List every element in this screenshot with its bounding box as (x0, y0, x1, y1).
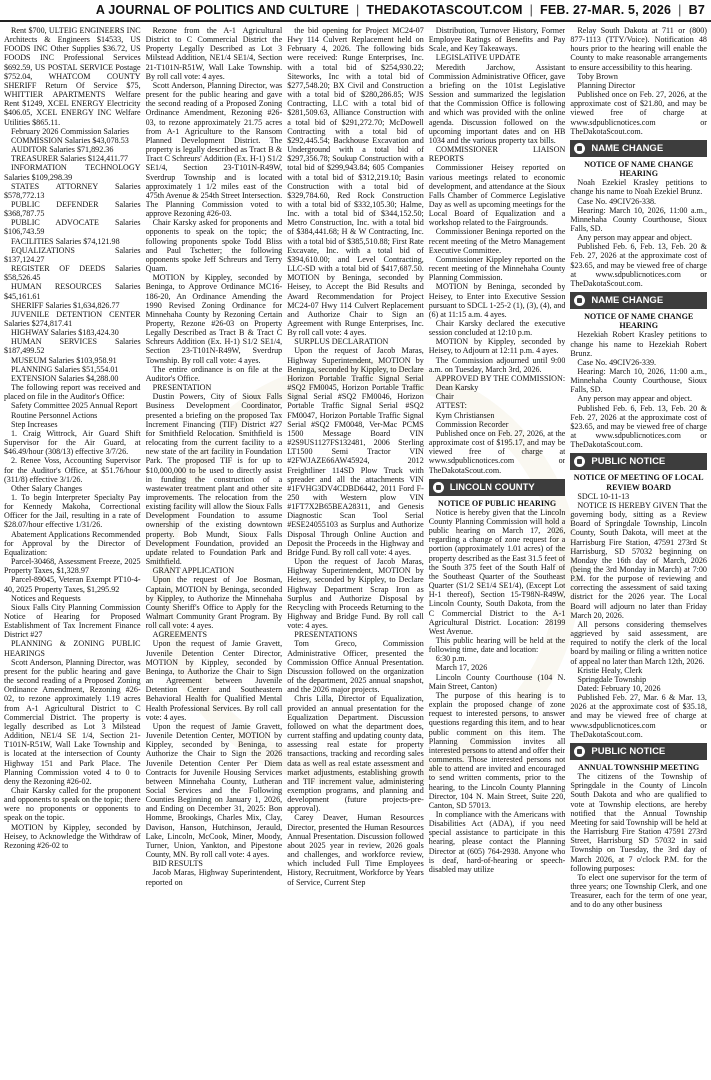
paragraph: COMMISSIONER LIAISON REPORTS (428, 145, 566, 164)
banner-public-notice-1: PUBLIC NOTICE (570, 453, 707, 470)
paragraph: Chair Karsky declared the executive session concluded at 12:10 p.m. (428, 319, 566, 338)
paragraph: Meredith Jarchow, Assistant Commission Administrative Officer, gave a briefing on the 101st Legislative Session and summarized the legislation that the Commission Office is following and which was provided with the online agenda. Discussion followed on the upcoming important dates and on HB 1034 and the various property tax bills. (428, 62, 566, 145)
paragraph: BID RESULTS (152, 859, 203, 869)
paragraph: 6:30 p.m. (435, 654, 467, 664)
paragraph: Notices and Requests (11, 593, 81, 603)
paragraph: The entire ordinance is on file at the Auditor's Office. (145, 364, 283, 383)
paragraph: ATTEST: (435, 401, 467, 411)
paragraph: Parcel-89045, Veteran Exempt PT10-4-40, 2025 Property Taxes, $1,295.92 (4, 575, 141, 594)
paragraph: Any person may appear and object. (577, 233, 692, 243)
paragraph: HUMAN RESOURCES Salaries $45,161.61 (4, 282, 141, 301)
columns (4, 26, 707, 1076)
paragraph: 1. Craig Wittrock, Air Guard Shift Supervisor for the Air Guard, at $46.49/hour (308/13) effective 3/7/26. (4, 428, 141, 457)
paragraph: Scott Anderson, Planning Director, was present for the public hearing and gave the second reading of a Proposed Zoning Ordinance Amendment, Rezoning #26-02, to rezone approximately 1.19 acres from A-1 Agricultural District to C Commercial District. The property is legally described as Lot 3 Milstead Addition, NE1/4 SE 1/4, Section 21-T101N-R51W, Wall Lake Township and is located at the intersection of County Highway 151 and Park Place. The Planning Commission voted 4 to 0 to deny the Rezoning #26-02. (4, 657, 141, 786)
name-change-notice-1 (570, 160, 707, 288)
banner-name-change-1: NAME CHANGE (570, 140, 707, 157)
issue-dates: FEB. 27-MAR. 5, 2026 (540, 3, 672, 17)
paragraph: 2. Renee Voss, Accounting Supervisor for the Auditor's Office, at $51.76/hour (311/8) effective 3/1/26. (4, 456, 141, 484)
journal-title: A JOURNAL OF POLITICS AND CULTURE (95, 3, 349, 17)
paragraph: NOTICE OF MEETING OF LOCAL REVIEW BOARD (573, 473, 704, 492)
paragraph: The Commission adjourned until 9:00 a.m. on Tuesday, March 3rd, 2026. (428, 355, 566, 374)
paragraph: The citizens of the Township of Springdale in the County of Lincoln South Dakota and who are qualified to vote at Township elections, are hereby notified that the Annual Township Meeting for said Township will be held at the Harrisburg Fire Station 47591 273rd Street, Harrisburg SD 57032 in said Township on Tuesday, the 3rd day of March 2026, at 7 o'clock P.M. for the following purposes: (570, 772, 707, 873)
paragraph: Safety Committee 2025 Annual Report (11, 401, 138, 411)
paragraph: HIGHWAY Salaries $183,424.30 (11, 328, 119, 338)
paragraph: PUBLIC DEFENDER Salaries $368,787.75 (4, 199, 141, 219)
paragraph: Upon the request of Joe Bosman, Captain, MOTION by Beninga, seconded by Kippley, to Authorize the Minnehaha County Sheriff's Office to Apply for the Walmart Community Grant Program. By roll call vote: 4 ayes. (145, 575, 283, 631)
paragraph: AUDITOR Salaries $71,892.36 (11, 145, 114, 155)
paragraph: Relay South Dakota at 711 or (800) 877-1113 (TTY/Voice). Notification 48 hours prior to the hearing will enable the County to make reasonable arrangements to ensure accessibility to this hearing. (570, 26, 707, 72)
paragraph: Commissioner Heisey reported on various meetings related to economic development, and attendance at the Sioux Falls Chamber of Commerce Legislative Day as well as upcoming meetings for the Local Board of Equalization and a workshop related to the Fairgrounds. (428, 163, 566, 228)
banner-lincoln-county: LINCOLN COUNTY (429, 479, 566, 496)
name-change-notice-2 (570, 312, 707, 449)
paragraph: COMMISSION Salaries $43,078.53 (11, 135, 129, 145)
public-notice-icon (574, 456, 585, 467)
paragraph: Chris Lilla, Director of Equalization, provided an annual presentation for the Equalization Department. Discussion followed on what the department does, current staffing and updating county data, assessing real estate for property transactions, tracking and recording sales data as well as real estate assessment and market adjustments, establishing growth and TIF increment value, administering exemption programs, and planning and development (future projects-pre-approval). (287, 694, 424, 814)
paragraph: EQUALIZATIONS Salaries $137,124.27 (4, 245, 141, 264)
banner-name-change-2: NAME CHANGE (570, 292, 707, 309)
paragraph: Jacob Maras, Highway Superintendent, reported on (145, 868, 283, 887)
paragraph: Kym Christiansen (435, 410, 495, 420)
paragraph: Sioux Falls City Planning Commission Notice of Hearing for Proposed Establishment of Tax Increment Finance District #27 (4, 602, 141, 640)
paragraph: Hearing: March 10, 2026, 11:00 a.m., Minnehaha County Courthouse, Sioux Falls, SD. (570, 205, 707, 233)
paragraph: Case No. 49CIV26-339. (577, 357, 657, 367)
paragraph: Lincoln County Courthouse (104 N. Main Street, Canton) (428, 672, 566, 691)
paragraph: Upon the request of Jamie Gravett, Juvenile Detention Center, MOTION by Kippley, seconded by Beninga, to Authorize the Chair to Sign the 2026 Juvenile Detention Center Per Diem Contracts for Juvenile Housing Services between Minnehaha County, Lutheran Social Services and the Following Counties Beginning on January 1, 2026, and Ending on December 31, 2025: Bon Homme, Brookings, Charles Mix, Clay, Davison, Hanson, Hutchinson, Jerauld, Lake, Lincoln, McCook, Miner, Moody, Turner, Union, Yankton, and Pipestone County, MN. By roll call vote: 4 ayes. (145, 721, 283, 860)
paragraph: Hearing: March 10, 2026, 11:00 a.m., Minnehaha County Courthouse, Sioux Falls, SD. (570, 367, 707, 395)
paragraph: This public hearing will be held at the following time, date and location: (428, 636, 566, 655)
paragraph: PUBLIC ADVOCATE Salaries $106,743.59 (4, 218, 141, 237)
paragraph: Tom Greco, Commission Administrative Officer, presented the Commission Office Annual Presentation. Discussion followed on the organization of the department, 2025 annual snapshot, and the 2026 major projects. (287, 639, 424, 695)
paragraph: Step Increases (11, 419, 58, 429)
paragraph: PLANNING & ZONING PUBLIC HEARINGS (4, 639, 141, 658)
paragraph: MUSEUM Salaries $103,958.91 (11, 355, 117, 365)
paragraph: Chair Karsky asked for proponents and opponents to speak on the topic; the following proponents spoke Todd Bliss and Paul Tschetter; the following opponents spoke Jeff Schreurs and Terry Quam. (145, 218, 283, 274)
paragraph: NOTICE OF NAME CHANGE HEARING (584, 159, 694, 179)
page-number: B7 (688, 3, 705, 17)
paragraph: MOTION by Kippley, seconded by Heisey, to Acknowledge the Withdraw of Rezoning #26-02 to (4, 822, 141, 850)
paragraph: Other Salary Changes (11, 483, 83, 493)
paragraph: Published Feb. 27, Mar. 6 & Mar. 13, 2026 at the approximate cost of $35.18, and may be viewed free of charge at www.sdpublicnotices.com or TheDakotaScout.com. (570, 693, 707, 739)
paragraph: PLANNING Salaries $51,554.01 (11, 364, 119, 374)
paragraph: GRANT APPLICATION (152, 566, 235, 576)
paragraph: Noah Ezekiel Krasley petitions to change his name to Noah Ezekiel Brunz. (570, 178, 707, 197)
paragraph: Kristie Healy, Clerk (577, 665, 643, 675)
paragraph: SDCL 10-11-13 (577, 491, 630, 501)
paragraph: Published Feb. 6, Feb. 13, Feb. 20 & Feb. 27, 2026 at the approximate cost of $23.65, and may be viewed free of charge at www.sdpublicnotices.com or TheDakotaScout.com. (570, 242, 707, 288)
public-hearing-notice (429, 499, 566, 874)
paragraph: AGREEMENTS (152, 630, 208, 640)
paragraph: the bid opening for Project MC24-07 Hwy 114 Culvert Replacement held on February 4, 2026. The following bids were received: Runge Enterprises, Inc. with a total bid of $254,930.22; Siteworks, Inc with a total bid of $277,548.20; BX Civil and Construction with a total bid of $280,286.85; WJS Contracting, LLC with a total bid of $281,509.63, Alliance Construction with a total bid of $291,272.70; McDowell Contracting with a total bid of $292,445.54; Backhouse Excavation and Underground with a total bid of $297,356.78; Soukup Construction with a total bid of $299,943.84; 605 Companies with a total bid of $312,219.10; Basin Construction with a total bid of $329,784.60, Red Rock Construction with a total bid of $332,105.30; Halme, Inc. with a total bid of $344,152.50; Metro Construction, Inc. with a total bid of $384,441.68; H & W Contracting, Inc. with a total bid of $385,510.88; First Rate Excavate, Inc. with a total bid of $394,610.00; and Level Contracting, LLC-SD with a total bid of $417,687.50. MOTION by Beninga, seconded by Heisey, to Accept the Bid Results and Award Recommendation for Project MC24-07 Hwy 114 Culvert Replacement and Authorize Chair to Sign an Agreement with Runge Enterprises, Inc. By roll call vote: 4 ayes. (287, 26, 424, 338)
paragraph: The purpose of this hearing is to explain the proposed change of zone request to interested persons, to answer questions regarding this item, and to hear public comment on this item. The Planning Commission invites all interested persons to attend and offer their comments. Those interested persons not able to attend are invited and encouraged to send written comments, prior to the hearing, to the Lincoln County Planning Director, 104 N. Main Street, Suite 220, Canton, SD 57013. (428, 690, 566, 810)
name-change-icon (574, 143, 585, 154)
paragraph: Upon the request of Jacob Maras, Highway Superintendent, MOTION by Beninga, seconded by Kippley, to Declare Horizon Portable Traffic Signal Serial #SQ2 FM0045, Horizon Portable Traffic Signal Serial #SQ2 FM0046, Horizon Portable Traffic Signal Serial #SQ2 FM0047, Horizon Portable Traffic Signal Serial #SQ2 FM0048, Ver-Mac PCMS 1500 Message Board VIN #2S9US1127FS132481, 2006 Sterling LT1500 Semi Tractor VIN #2FWJAZE66AW45924, 2012 Freightliner 114SD Plow Truck with spreader and all the attachments VIN #1FVHG3DV4CDBD6442, 2011 Ford F-250 with Western plow VIN #1FT7X2B65BEA28311, and Genesis Diagnostic Scan Tool Serial #ESE24055103 as Surplus and Authorize Disposal Through Online Auction and Deposit the Proceeds in the Highway and Bridge Fund. By roll call vote: 4 ayes. (287, 346, 424, 557)
banner-public-notice-2: PUBLIC NOTICE (570, 743, 707, 760)
site-name[interactable]: THEDAKOTASCOUT.COM (366, 3, 523, 17)
paragraph: FACILITIES Salaries $74,121.98 (11, 236, 120, 246)
paragraph: Parcel-30468, Assessment Freeze, 2025 Property Taxes, $1,328.97 (4, 557, 141, 576)
column-4 (429, 26, 566, 1076)
paragraph: February 2026 Commission Salaries (11, 126, 130, 136)
paragraph: Notice is hereby given that the Lincoln County Planning Commission will hold a public hearing on March 17, 2026, regarding a change of zone request for a portion (approximately 1.01 acres) of the property described as the East 31.5 feet of the South 375 feet of the South Half of the Southeast Quarter of the Southeast Quarter (S1/2 SE1/4 SE1/4), (Except Lot H-1 thereof), Section 15-T98N-R49W, Lincoln County, South Dakota, from the C Commercial District to the A-1 Agricultural District. Location: 28199 West Avenue. (428, 507, 566, 636)
paragraph: Commissioner Beninga reported on the recent meeting of the Metro Management Executive Committee. (428, 227, 566, 255)
paragraph: Chair Karsky called for the proponent and opponents to speak on the topic; there were no proponents or opponents to speak on the topic. (4, 785, 141, 823)
paragraph: To elect one supervisor for the term of three years; one Township Clerk, and one Treasurer, each for the term of one year, and to do any other business (570, 872, 707, 910)
column-5-text (570, 26, 707, 136)
paragraph: Chair (435, 392, 454, 402)
paragraph: STATES ATTORNEY Salaries $578,772.13 (4, 181, 141, 200)
column-4-text (429, 26, 566, 475)
paragraph: March 17, 2026 (435, 663, 488, 673)
public-notice-icon (574, 746, 585, 757)
paragraph: MOTION by Kippley, seconded by Beninga, to Approve Ordinance MC16-186-20, An Ordinance Amending the 1990 Revised Zoning Ordinance for Minnehaha County by Rezoning Certain Property, Rezone #26-03 on Property Legally Described as Tract B & Tract C Schreurs Addition (Ex. H-1) S1/2 SE1/4, Section 23-T101N-R49W, Sverdrup Township. By roll call vote: 4 ayes. (145, 273, 283, 365)
column-1 (4, 26, 141, 1076)
paragraph: Dustin Powers, City of Sioux Falls Business Development Coordinator, presented a briefing on the proposed Tax Increment Financing (TIF) District #27 for Smithfield Relocation. Smithfield is relocating from the current facility to a new state of the art facility in Foundation Park. The proposed TIF is for up to $10,000,000 to be used to directly assist in funding the construction of a wastewater treatment plant and other site improvements. The relocation from the existing facility will allow the Sioux Falls Development Foundation to assume ownership of the existing downtown property. Bob Mundt, Sioux Falls Development Foundation, provided an update related to Foundation Park and Smithfield. (145, 392, 283, 567)
paragraph: NOTICE IS HEREBY GIVEN That the governing body, sitting as a Review Board of Springdale Township, Lincoln County, South Dakota, will meet at the Harrisburg Fire Station, 47591 273rd St Harrisburg, SD 57032 beginning on Monday the 16th day of March, 2026 (being the 3rd Monday in March) at 7:00 P.M. for the purpose of reviewing and correcting the assessment of said taxing district for the 2026 year. The Local Board will adjourn no later than Friday March 20, 2026. (570, 500, 707, 620)
paragraph: JUVENILE DETENTION CENTER Salaries $274,817.41 (4, 309, 141, 328)
paragraph: NOTICE OF PUBLIC HEARING (437, 498, 557, 508)
paragraph: Planning Director (577, 80, 636, 90)
paragraph: PRESENTATIONS (294, 630, 358, 640)
paragraph: Commissioner Kippley reported on the recent meeting of the Minnehaha County Planning Commission. (428, 254, 566, 283)
paragraph: Dean Karsky (435, 383, 479, 393)
paragraph: REGISTER OF DEEDS Salaries $58,526.45 (4, 264, 141, 283)
paragraph: Case No. 49CIV26-338. (577, 196, 657, 206)
review-board-notice (570, 473, 707, 739)
paragraph: ANNUAL TOWNSHIP MEETING (578, 762, 700, 772)
paragraph: MOTION by Beninga, seconded by Heisey, to Enter into Executive Session pursuant to SDCL 1-25-2 (1), (3), (4), and (6) at 11:15 a.m. 4 ayes. (428, 282, 566, 319)
masthead: A JOURNAL OF POLITICS AND CULTURE | THEDAKOTASCOUT.COM | FEB. 27-MAR. 5, 2026 | B7 (0, 0, 711, 22)
paragraph: Any person may appear and object. (577, 394, 692, 404)
paragraph: Springdale Township (577, 674, 647, 684)
paragraph: Hezekiah Robert Krasley petitions to change his name to Hezekiah Robert Brunz. (570, 330, 707, 358)
paragraph: EXTENSION Salaries $4,288.00 (11, 373, 119, 383)
township-meeting-notice (570, 763, 707, 910)
column-5 (570, 26, 707, 1076)
paragraph: Upon the request of Jacob Maras, Highway Superintendent, MOTION by Heisey, seconded by Kippley, to Declare Highway Department Scrap Iron as Surplus and Authorize Disposal by Recycling with Proceeds Returning to the Highway and Bridge Fund. By roll call vote: 4 ayes. (287, 557, 424, 631)
paragraph: Routine Personnel Actions (11, 410, 98, 420)
paragraph: Commission Recorder (435, 419, 509, 429)
paragraph: HUMAN SERVICES Salaries $187,499.52 (4, 337, 141, 356)
paragraph: MOTION by Kippley, seconded by Heisey, to Adjourn at 12:11 p.m. 4 ayes. (428, 337, 566, 356)
paragraph: Scott Anderson, Planning Director, was present for the public hearing and gave the second reading of a Proposed Zoning Ordinance Amendment, Rezoning #26-03, to rezone approximately 21.75 acres from A-1 Agriculture to the Ransom Planned Development District. The property is legally described as Tract B & Tract C Schreurs' Addition (Ex. H-1) S1/2 SE1/4, Section 23-T101N-R49W, Sverdrup Township and is located approximately 1 1/2 miles east of the 475th Avenue & 254th Street Intersection. The Planning Commission voted to approve Rezoning #26-03. (145, 80, 283, 219)
paragraph: Published once on Feb. 27, 2026, at the approximate cost of $195.17, and may be viewed free of charge at www.sdpublicnotices.com or TheDakotaScout.com. (428, 428, 566, 475)
column-3 (287, 26, 424, 1076)
paragraph: APPROVED BY THE COMMISSION: (435, 373, 566, 383)
paragraph: Upon the request of Jamie Gravett, Juvenile Detention Center Director, MOTION by Kippley, seconded by Beninga, to Authorize the Chair to Sign an Agreement between Juvenile Detention Center and Southeastern Behavioral Health for Qualified Mental Health Professional Services. By roll call vote: 4 ayes. (145, 639, 283, 722)
paragraph: Distribution, Turnover History, Former Employee Ratings of Benefits and Pay Scale, and Key Takeaways. (428, 26, 566, 54)
name-change-icon (574, 295, 585, 306)
paragraph: 1. To begin Interpreter Specialty Pay for Kennedy Makoha, Correctional Officer for the Jail, resulting in a rate of $28.07/hour effective 1/31/26. (4, 492, 141, 530)
paragraph: Carey Deaver, Human Resources Director, presented the Human Resources Annual Presentation. Discussion followed about 2025 year in review, 2026 goals and challenges, and workforce review, which included Full Time Employees History, Recruitment, Workforce by Years of Service, Current Step (287, 813, 424, 887)
paragraph: PRESENTATION (152, 383, 212, 393)
paragraph: Dated: February 10, 2026 (577, 684, 661, 693)
paragraph: The following report was received and placed on file in the Auditor's Office: (4, 383, 141, 402)
paragraph: SHERIFF Salaries $1,634,826.77 (11, 300, 120, 310)
paragraph: Abatement Applications Recommended for Approval by the Director of Equalization: (4, 529, 141, 557)
paragraph: All persons considering themselves aggrieved by said assessment, are required to notify the clerk of the local board by mailing or filing a written notice of appeal no later than March 12th, 2026. (570, 619, 707, 666)
paragraph: Toby Brown (577, 71, 618, 81)
paragraph: Rezone from the A-1 Agricultural District to C Commercial District the Property Legally Described as Lot 3 Milstead Addition, NE1/4 SE1/4, Section 21-T101N-R51W, Wall Lake Township. By roll call vote: 4 ayes. (145, 26, 283, 81)
lincoln-county-seal-icon (433, 482, 444, 493)
paragraph: Published once on Feb. 27, 2026, at the approximate cost of $21.80, and may be viewed free of charge at www.sdpublicnotices.com or TheDakotaScout.com. (570, 90, 707, 136)
paragraph: LEGISLATIVE UPDATE (435, 53, 521, 63)
paragraph: SURPLUS DECLARATION (294, 337, 389, 347)
paragraph: Rent $700, ULTEIG ENGINEERS INC Architects & Engineers $14533, US FOODS INC Other Supplies $36.72, US FOODS INC Professional Services $692.59, US POSTAL SERVICE Postage $752.04, WHATCOM COUNTY SHERIFF Return Of Service $75, WHITTIER APARTMENTS Welfare Rent $1249, XCEL ENERGY Electricity $406.05, XCEL ENERGY INC Welfare Utilities $865.11. (4, 26, 141, 127)
column-2 (146, 26, 283, 1076)
paragraph: Published Feb. 6, Feb. 13, Feb. 20 & Feb. 27, 2026 at the approximate cost of $23.65, and may be viewed free of charge at www.sdpublicnotices.com or TheDakotaScout.com. (570, 403, 707, 450)
paragraph: TREASURER Salaries $124,411.77 (11, 154, 129, 164)
paragraph: NOTICE OF NAME CHANGE HEARING (584, 312, 694, 331)
paragraph: INFORMATION TECHNOLOGY Salaries $109,298.39 (4, 163, 141, 182)
paragraph: In compliance with the Americans with Disabilities Act (ADA), if you need special assistance to participate in this hearing, please contact the Planning Director at (605) 764-2938. Anyone who is deaf, hard-of-hearing or speech-disabled may utilize (428, 809, 566, 874)
